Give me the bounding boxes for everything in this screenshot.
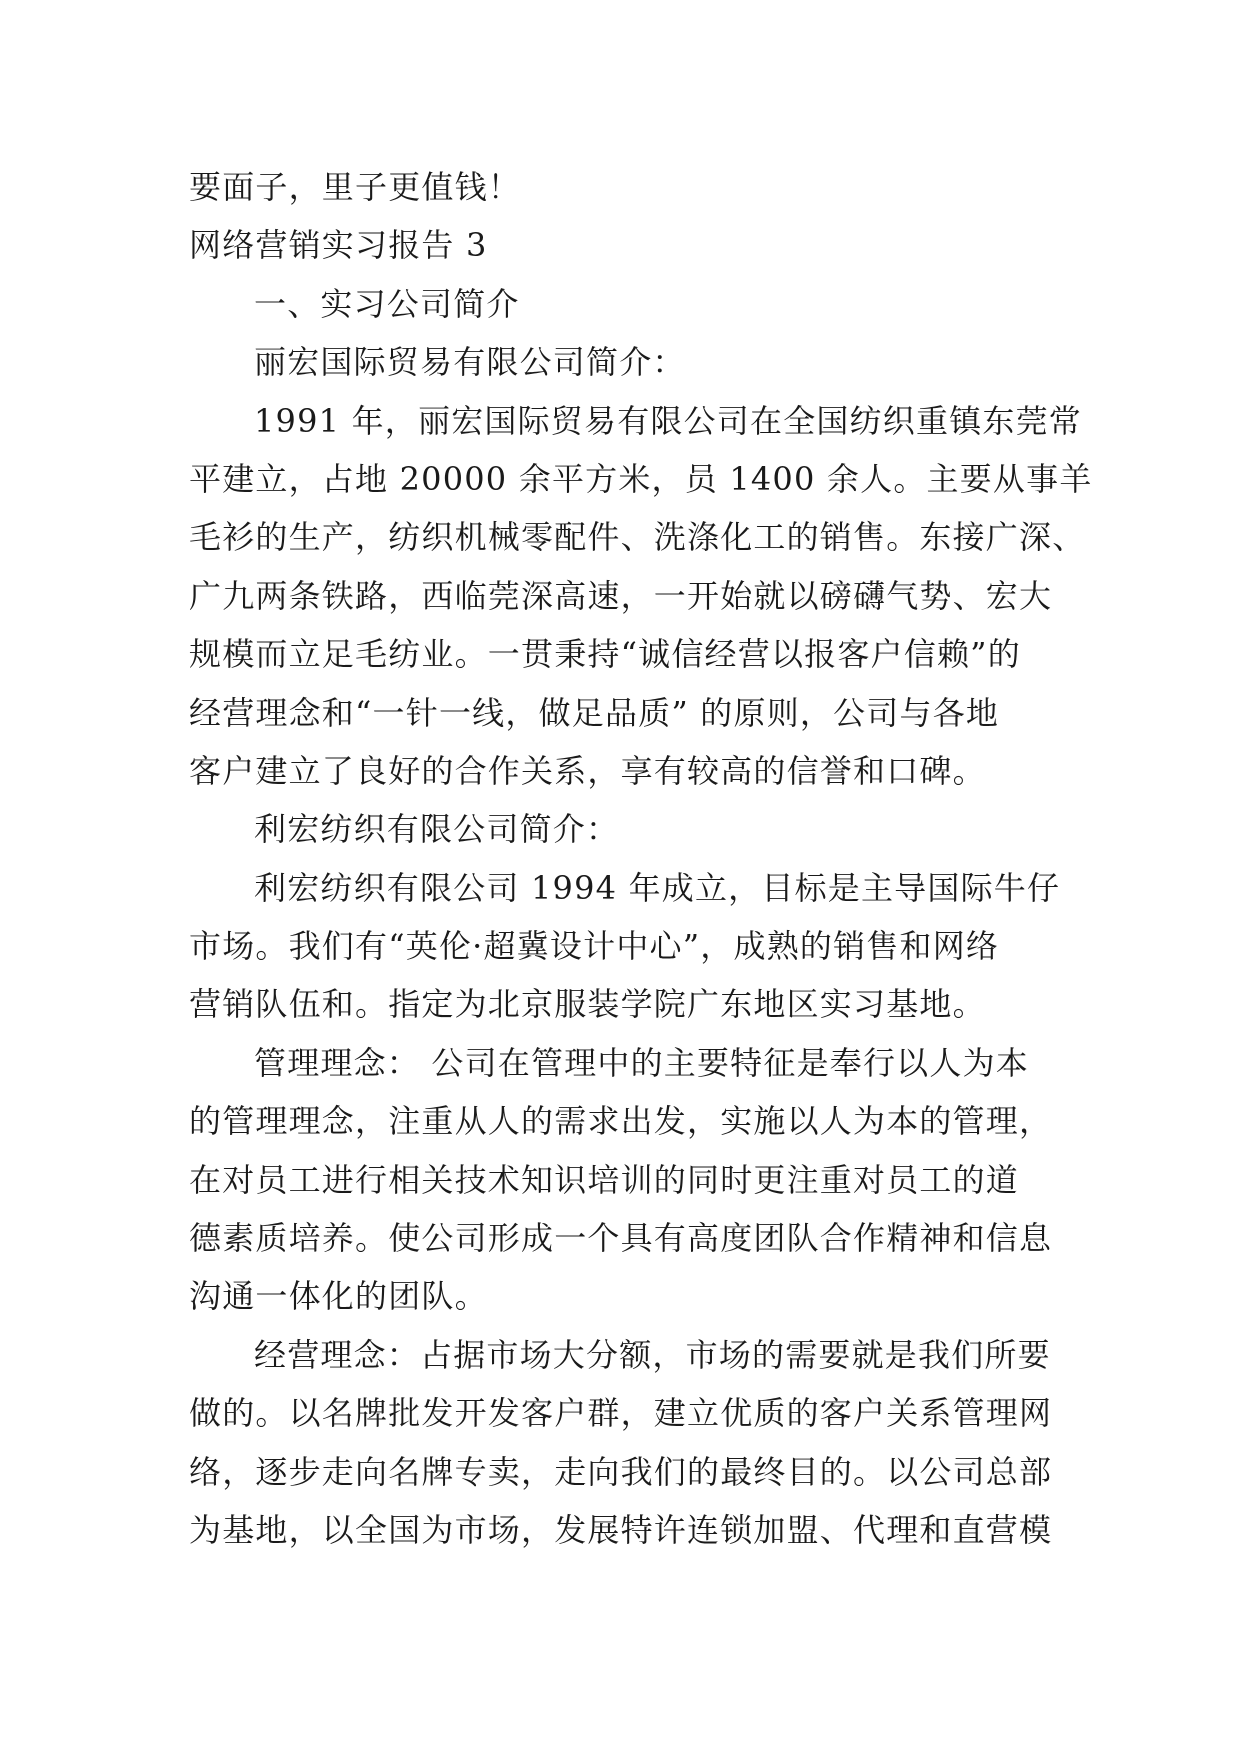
text-line: 经营理念：占据市场大分额，市场的需要就是我们所要	[254, 1335, 1051, 1374]
text-line: 1991 年，丽宏国际贸易有限公司在全国纺织重镇东莞常	[254, 401, 1083, 440]
text-line: 在对员工进行相关技术知识培训的同时更注重对员工的道	[189, 1160, 1020, 1199]
text-line: 丽宏国际贸易有限公司简介：	[254, 343, 686, 382]
text-line: 沟通一体化的团队。	[189, 1277, 488, 1316]
text-line: 规模而立足毛纺业。一贯秉持“诚信经营以报客户信赖”的	[189, 635, 1021, 674]
text-line: 客户建立了良好的合作关系，享有较高的信誉和口碑。	[189, 751, 986, 790]
text-line: 德素质培养。使公司形成一个具有高度团队合作精神和信息	[189, 1219, 1053, 1258]
text-line: 络，逐步走向名牌专卖，走向我们的最终目的。以公司总部	[189, 1452, 1053, 1491]
text-line: 营销队伍和。指定为北京服装学院广东地区实习基地。	[189, 985, 986, 1024]
text-line: 一、实习公司简介	[254, 284, 520, 323]
text-line: 做的。以名牌批发开发客户群，建立优质的客户关系管理网	[189, 1394, 1053, 1433]
document-body	[189, 158, 1093, 1559]
text-line: 平建立，占地 20000 余平方米，员 1400 余人。主要从事羊	[189, 459, 1093, 498]
text-line: 利宏纺织有限公司 1994 年成立，目标是主导国际牛仔	[254, 868, 1061, 907]
text-line: 广九两条铁路，西临莞深高速，一开始就以磅礴气势、宏大	[189, 576, 1053, 615]
text-line: 网络营销实习报告 3	[189, 226, 488, 265]
text-line: 的管理理念，注重从人的需求出发，实施以人为本的管理，	[189, 1102, 1053, 1141]
text-line: 要面子，里子更值钱！	[189, 168, 522, 206]
text-line: 利宏纺织有限公司简介：	[254, 810, 620, 849]
text-line: 管理理念： 公司在管理中的主要特征是奉行以人为本	[254, 1043, 1029, 1082]
text-line: 经营理念和“一针一线，做足品质” 的原则，公司与各地	[189, 693, 1000, 732]
text-line: 毛衫的生产，纺织机械零配件、洗涤化工的销售。东接广深、	[189, 518, 1086, 557]
text-line: 市场。我们有“英伦·超冀设计中心”，成熟的销售和网络	[189, 927, 1000, 966]
text-line: 为基地，以全国为市场，发展特许连锁加盟、代理和直营模	[189, 1510, 1053, 1549]
